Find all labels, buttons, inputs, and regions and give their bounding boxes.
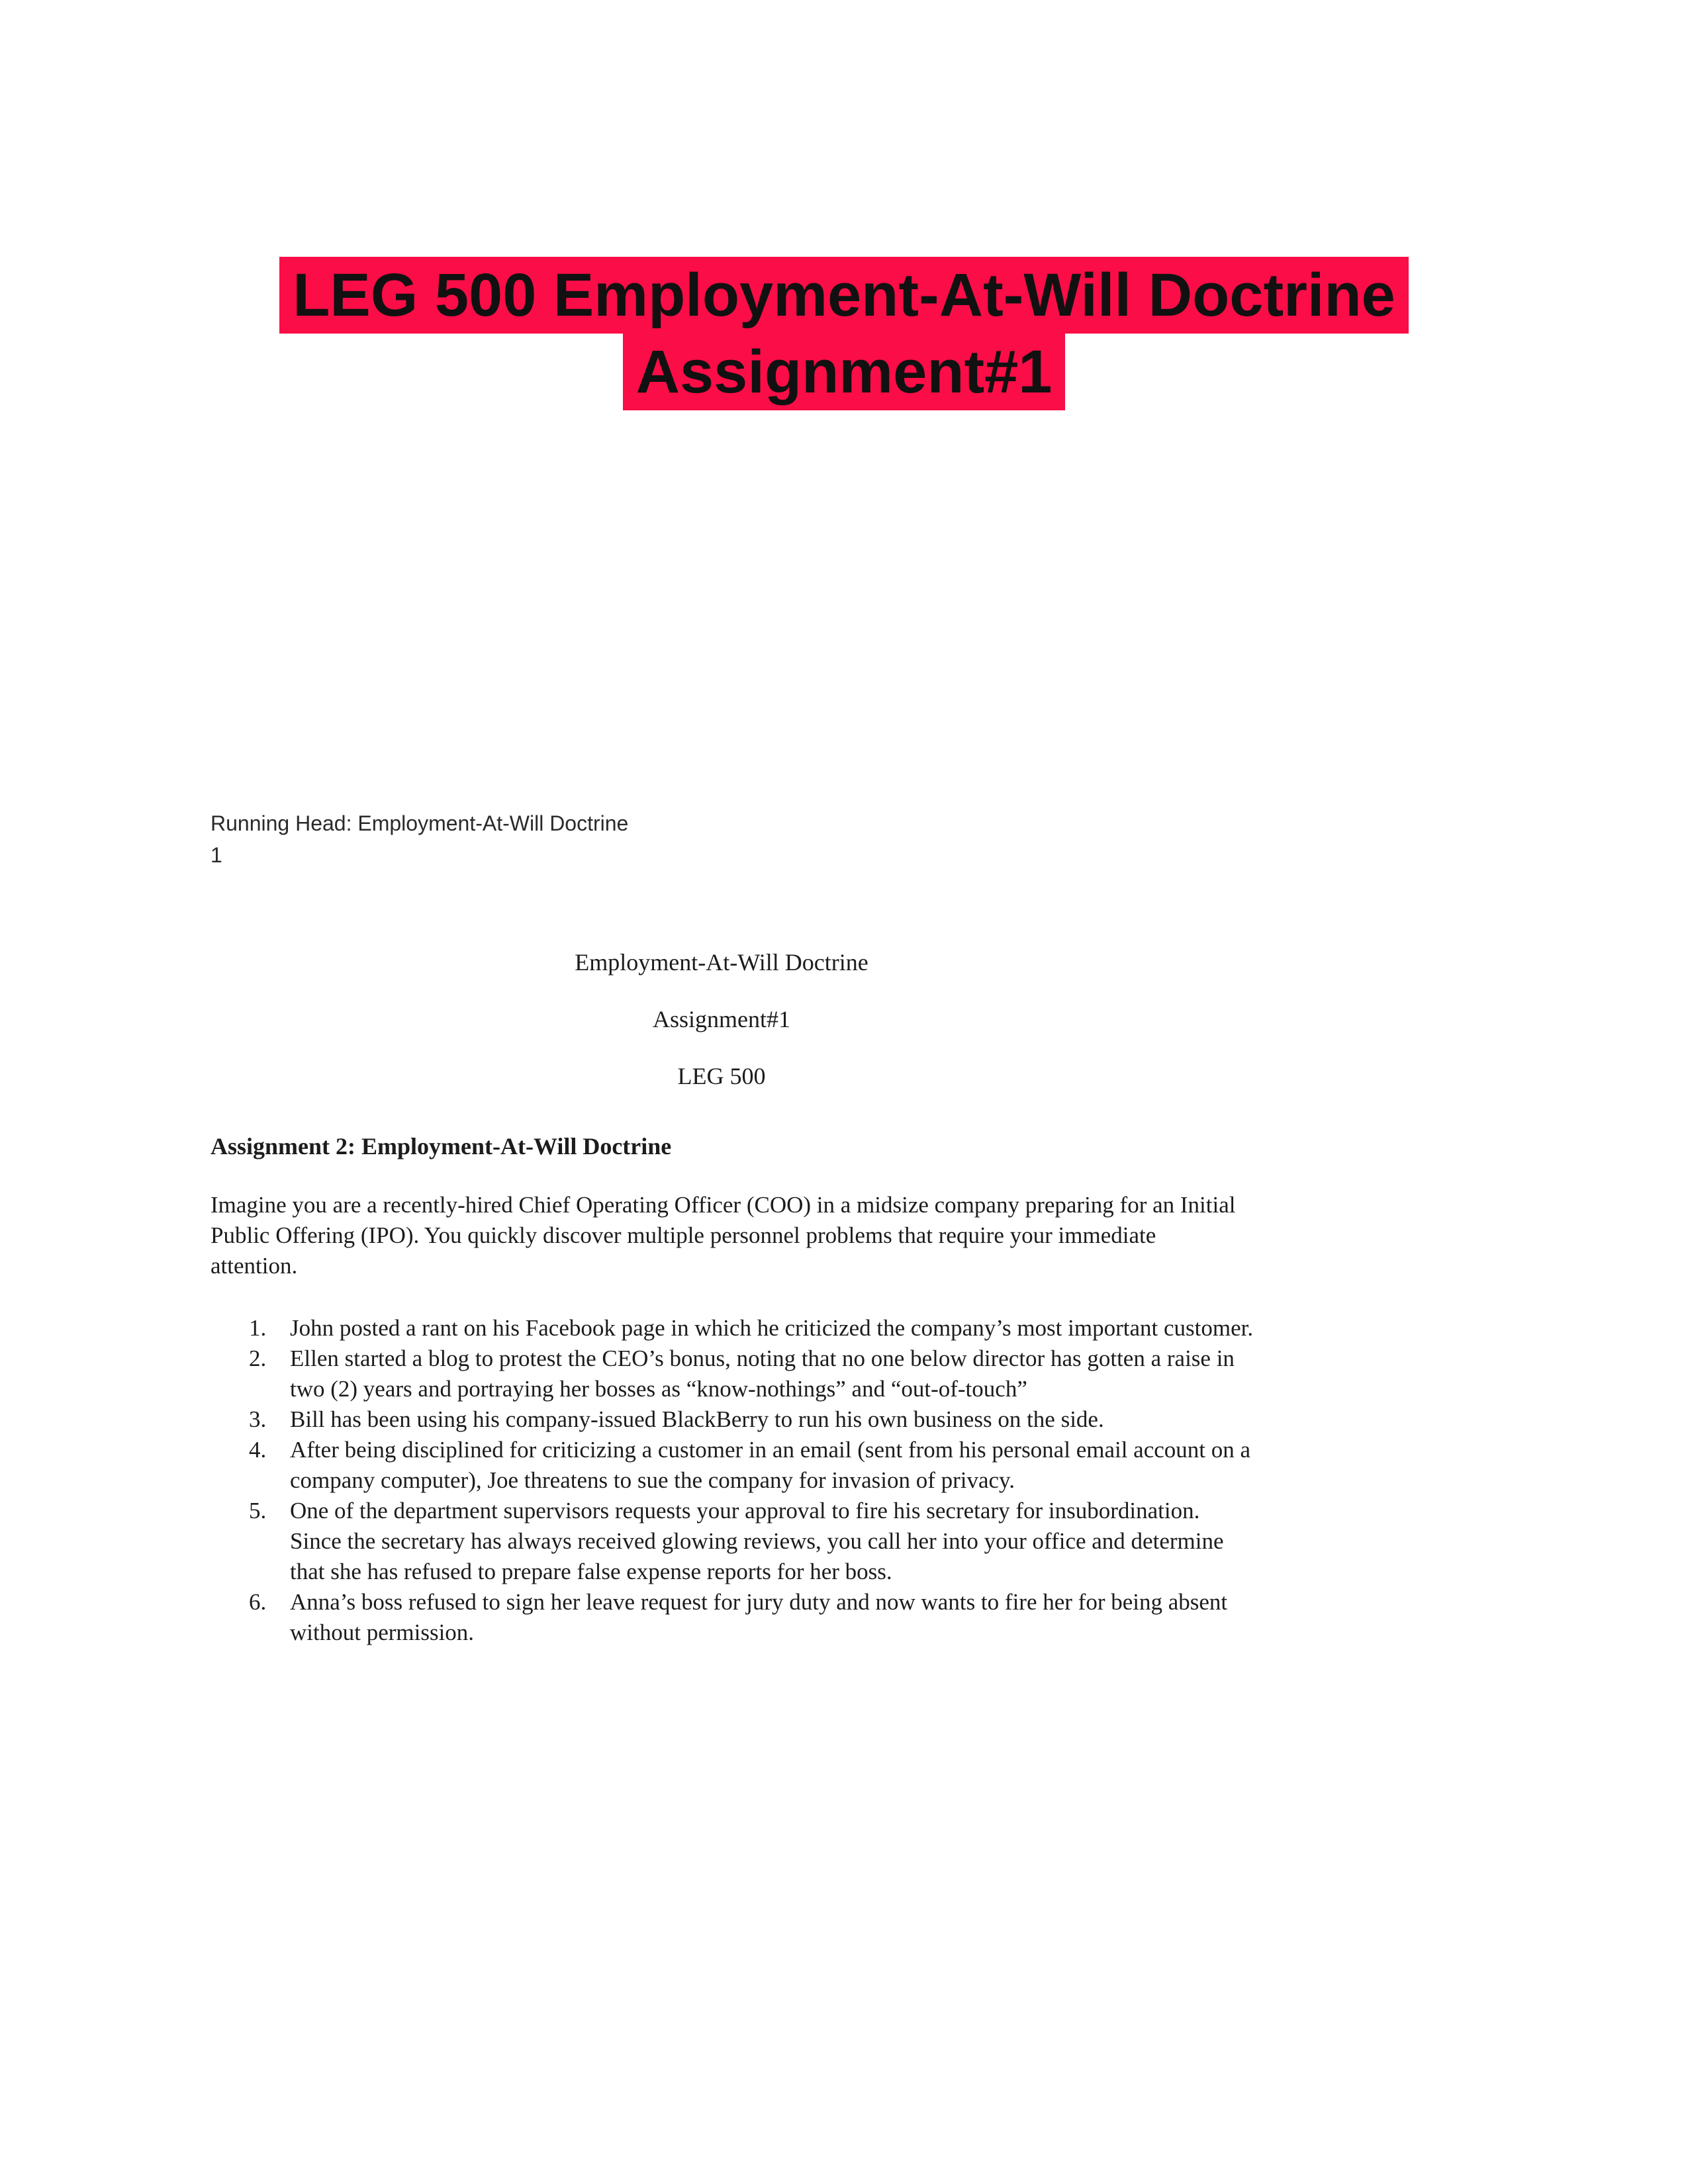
list-item-number: 6.	[249, 1589, 267, 1615]
list-item-text: John posted a rant on his Facebook page in which he criticized the company’s most important customer.	[290, 1315, 1254, 1341]
scenario-list	[211, 1313, 1256, 1648]
list-item-text: After being disciplined for criticizing a customer in an email (sent from his personal email account on a company computer), Joe threatens to sue the company for invasion of privacy.	[290, 1437, 1251, 1493]
list-item-number: 3.	[249, 1406, 267, 1432]
list-item	[211, 1313, 1256, 1343]
document-banner	[0, 257, 1688, 410]
banner-title-line-1: LEG 500 Employment-At-Will Doctrine	[279, 257, 1409, 334]
assignment-label: Assignment#1	[652, 1006, 790, 1032]
list-item-text: Bill has been using his company-issued BlackBerry to run his own business on the side.	[290, 1406, 1104, 1432]
intro-paragraph: Imagine you are a recently-hired Chief Operating Officer (COO) in a midsize company preparing for an Initial Public Offering (IPO). You quickly discover multiple personnel problems that require your immediate attention.	[211, 1192, 1236, 1279]
course-code: LEG 500	[677, 1063, 766, 1089]
list-item	[211, 1496, 1256, 1587]
page-number: 1	[211, 843, 222, 867]
list-item-text: One of the department supervisors requests your approval to fire his secretary for insubordination. Since the secretary has always received glowing reviews, you call her into your office and determine that she has refused to prepare false expense reports for her boss.	[290, 1498, 1224, 1584]
list-item-number: 1.	[249, 1315, 267, 1341]
list-item	[211, 1404, 1256, 1435]
document-title: Employment-At-Will Doctrine	[575, 949, 868, 976]
list-item-number: 5.	[249, 1498, 267, 1524]
list-item	[211, 1343, 1256, 1404]
list-item	[211, 1435, 1256, 1496]
running-head-label: Running Head: Employment-At-Will Doctrine	[211, 811, 629, 835]
running-head	[211, 807, 628, 871]
banner-title-line-2: Assignment#1	[623, 334, 1066, 410]
title-block	[0, 948, 1443, 1118]
list-item-number: 4.	[249, 1437, 267, 1463]
list-item-number: 2.	[249, 1345, 267, 1371]
list-item	[211, 1587, 1256, 1648]
section-heading: Assignment 2: Employment-At-Will Doctrine	[211, 1133, 672, 1160]
list-item-text: Anna’s boss refused to sign her leave request for jury duty and now wants to fire her for being absent without permission.	[290, 1589, 1228, 1645]
list-item-text: Ellen started a blog to protest the CEO’s bonus, noting that no one below director has gotten a raise in two (2) years and portraying her bosses as “know-nothings” and “out-of-touch”	[290, 1345, 1235, 1402]
